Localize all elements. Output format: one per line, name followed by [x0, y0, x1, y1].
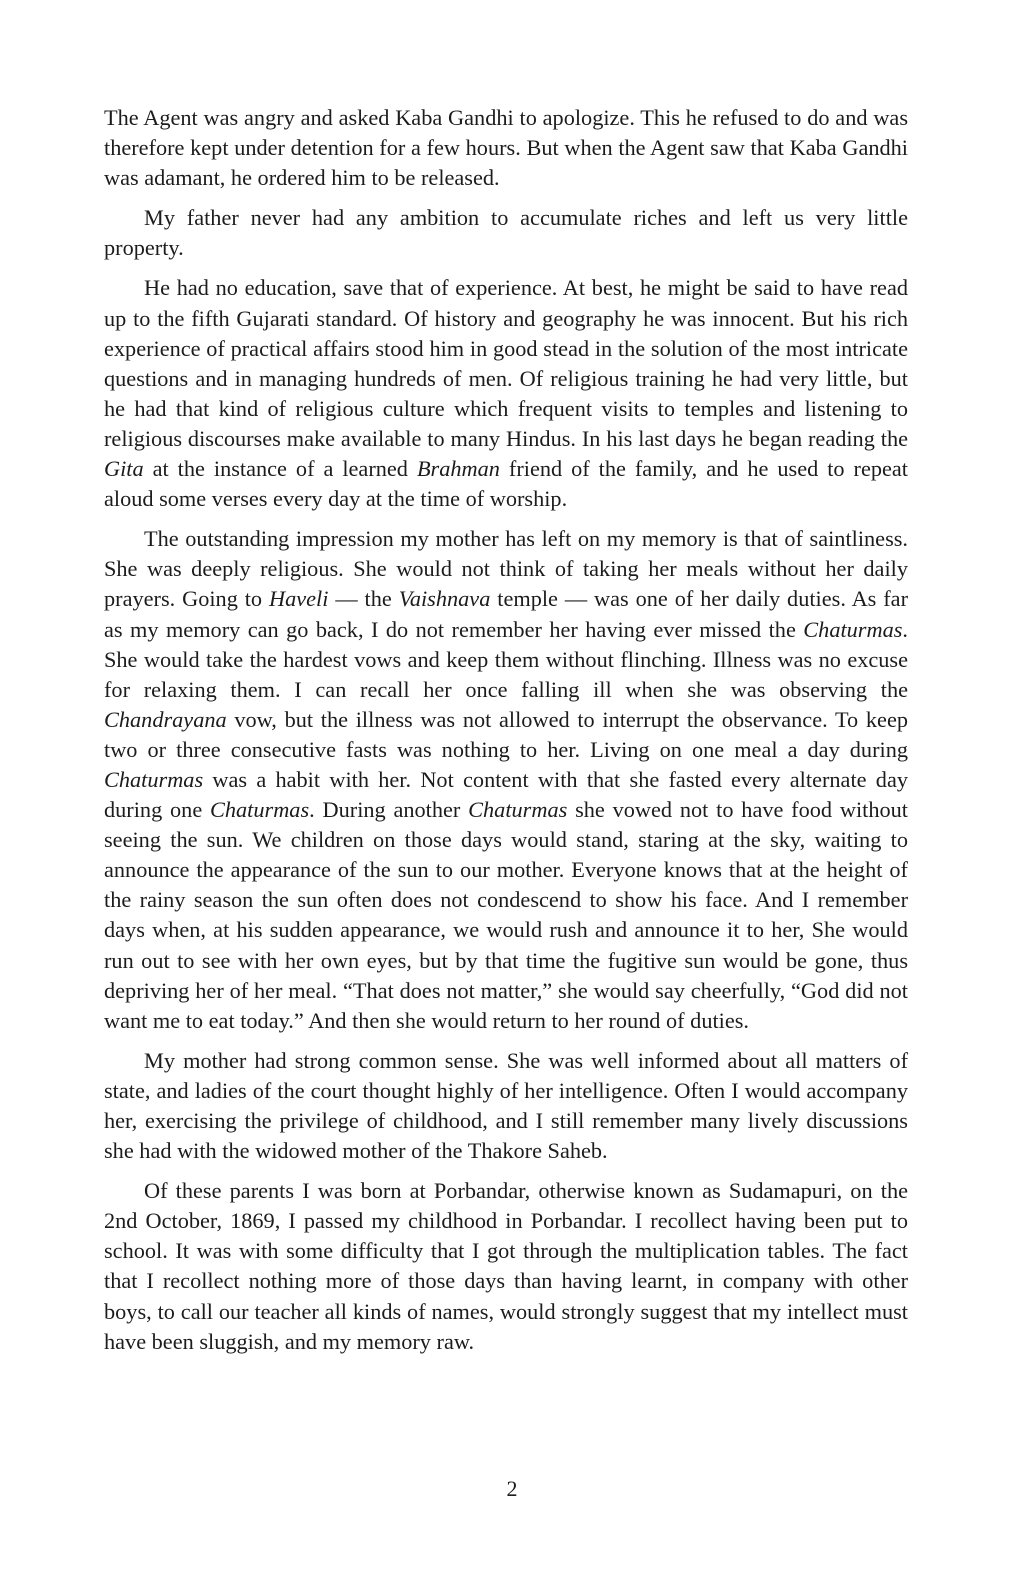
italic-term: Gita — [104, 456, 144, 482]
italic-term: Haveli — [269, 586, 329, 612]
italic-term: Vaishnava — [398, 586, 491, 612]
text-run: temple — was one of her daily duties. As far as my memory can go back, I do not remember her having ever missed the — [104, 586, 908, 642]
text-run: . She would take the hardest vows and keep them without flinching. Illness was no excuse for relaxing them. I can recall her once falling ill when she was observing the — [104, 616, 908, 702]
text-run: He had no education, save that of experience. At best, he might be said to have read up to the fifth Gujarati standard. Of history and geography he was innocent. But his rich experience of practical affairs stood him in good stead in the solution of the most intricate questions and in managing hundreds of men. Of religious training he had very little, but he had that kind of religious culture which frequent visits to temples and listening to religious discourses make available to many Hindus. In his last days he began reading the — [104, 275, 908, 451]
paragraph-birth-porbandar — [104, 1176, 908, 1357]
italic-term: Chaturmas — [104, 766, 204, 792]
page-number: 2 — [506, 1476, 518, 1501]
italic-term: Brahman — [416, 456, 500, 482]
paragraph-text: Of these parents I was born at Porbandar, otherwise known as Sudamapuri, on the 2nd October, 1869, I passed my childhood in Porbandar. I recollect having been put to school. It was with some difficulty that I got through the multiplication tables. The fact that I recollect nothing more of those days than having learnt, in company with other boys, to call our teacher all kinds of names, would strongly suggest that my intellect must have been sluggish, and my memory raw. — [104, 1178, 908, 1354]
text-run: vow, but the illness was not allowed to interrupt the observance. To keep two or three consecutive fasts was nothing to her. Living on one meal a day during — [104, 706, 908, 762]
paragraph-agent — [104, 103, 908, 193]
paragraph-father-education — [104, 273, 908, 514]
text-run: . During another — [309, 797, 469, 823]
text-run: The outstanding impression my mother has left on my memory is that of saintliness. She was deeply religious. She would not think of taking her meals without her daily prayers. Going to — [104, 526, 908, 612]
text-run: — the — [328, 586, 399, 612]
text-run: was a habit with her. Not content with that she fasted every alternate day during one — [104, 766, 908, 823]
paragraph-text: My father never had any ambition to accumulate riches and left us very little property. — [104, 205, 908, 261]
body-text — [104, 103, 908, 1367]
italic-term: Chaturmas — [210, 797, 310, 823]
paragraph-mother-common-sense — [104, 1046, 908, 1166]
paragraph-text: My mother had strong common sense. She was well informed about all matters of state, and ladies of the court thought highly of her intelligence. Often I would accompany her, exercising the privilege of childhood, and I still remember many lively discussions she had with the widowed mother of the Thakore Saheb. — [104, 1047, 908, 1164]
text-run: she vowed not to have food without seeing the sun. We children on those days would stand, staring at the sky, waiting to announce the appearance of the sun to our mother. Everyone knows that at the height of the rainy season the sun often does not condescend to show his face. And I remember days when, at his sudden appearance, we would rush and announce it to her, She would run out to see with her own eyes, but by that time the fugitive sun would be gone, thus depriving her of her meal. “That does not matter,” she would say cheerfully, “God did not want me to eat today.” And then she would return to her round of duties. — [104, 797, 908, 1033]
paragraph-father-ambition — [104, 203, 908, 263]
italic-term: Chaturmas — [468, 797, 568, 823]
text-run: at the instance of a learned — [143, 456, 417, 482]
text-run: friend of the family, and he used to repeat aloud some verses every day at the time of worship. — [104, 456, 908, 512]
paragraph-mother-saintliness — [104, 524, 908, 1036]
italic-term: Chaturmas — [803, 616, 903, 642]
italic-term: Chandrayana — [104, 706, 227, 732]
paragraph-text: The Agent was angry and asked Kaba Gandhi to apologize. This he refused to do and was therefore kept under detention for a few hours. But when the Agent saw that Kaba Gandhi was adamant, he ordered him to be released. — [104, 105, 908, 191]
